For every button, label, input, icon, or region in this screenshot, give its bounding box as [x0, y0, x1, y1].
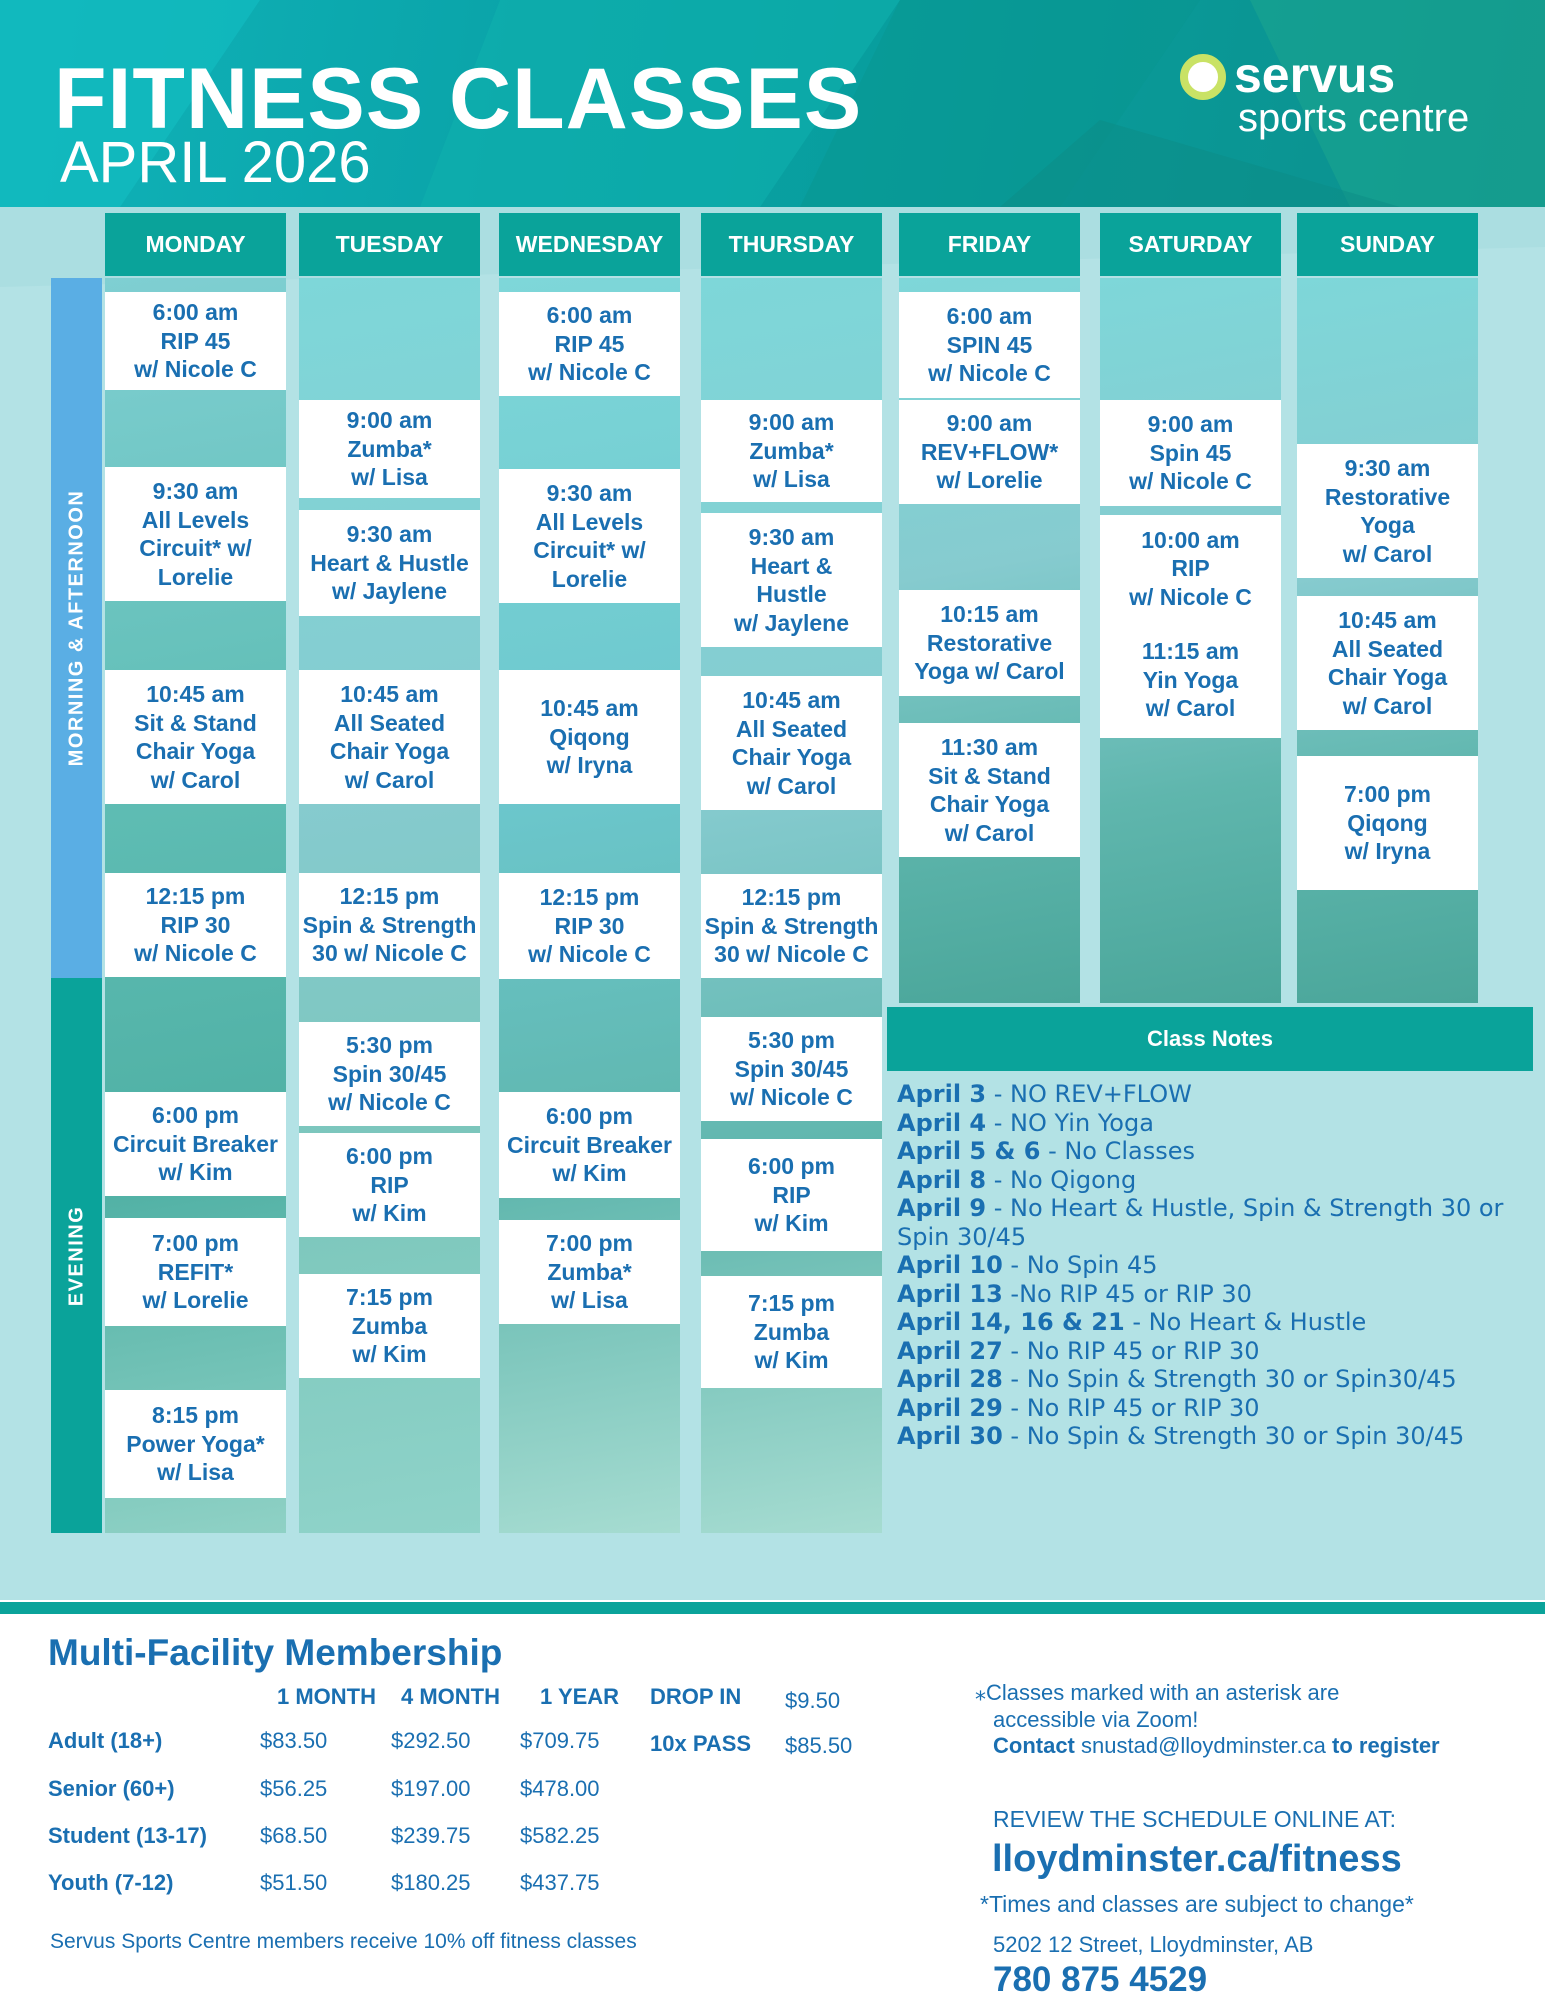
day-header-wednesday: WEDNESDAY [499, 213, 680, 276]
class-detail: Yoga [1360, 512, 1415, 538]
class-time: 9:30 am [748, 524, 835, 550]
col-head-1-year: 1 YEAR [540, 1684, 620, 1709]
class-notes-header: Class Notes [887, 1007, 1533, 1071]
class-time: 6:00 pm [346, 1143, 433, 1170]
class-detail: RIP [370, 1171, 409, 1198]
class-detail: Spin 45 [1149, 439, 1232, 466]
pass-label: 10x PASS [650, 1731, 752, 1756]
class-detail: All Seated [1331, 635, 1444, 662]
class-note [897, 1194, 1527, 1251]
class-detail: Qiqong [1347, 809, 1428, 836]
class-detail: w/ Kim [552, 1160, 627, 1187]
class-note [897, 1422, 1527, 1451]
class-detail: Chair Yoga [1327, 664, 1448, 690]
class-time: 5:30 pm [346, 1032, 433, 1059]
class-detail: w/ Lisa [157, 1459, 234, 1486]
class-detail: Lorelie [551, 565, 628, 592]
class-detail: SPIN 45 [946, 331, 1033, 358]
class-note [897, 1109, 1527, 1138]
class-note [897, 1137, 1527, 1166]
membership-title: Multi-Facility Membership [48, 1632, 503, 1673]
class-time: 7:00 pm [152, 1230, 239, 1257]
asterisk-icon: ⁎ [975, 1680, 986, 1705]
class-detail: Circuit* w/ [533, 537, 646, 563]
class-time: 9:30 am [152, 478, 239, 504]
class-note [897, 1166, 1527, 1195]
class-detail: w/ Kim [754, 1347, 829, 1374]
class-detail: RIP 30 [160, 911, 231, 938]
class-card [299, 873, 480, 977]
class-detail: Chair Yoga [329, 738, 450, 764]
membership-row-label: Youth (7-12) [48, 1870, 174, 1895]
class-card [701, 400, 882, 502]
class-detail: Spin 30/45 [332, 1060, 447, 1087]
class-detail: w/ Nicole C [928, 360, 1051, 387]
class-detail: Zumba [351, 1312, 428, 1339]
class-detail: Zumba* [547, 1258, 632, 1285]
asterisk-note-line2: accessible via Zoom! [993, 1707, 1199, 1732]
class-detail: Sit & Stand [134, 709, 257, 736]
class-time: 9:30 am [346, 521, 433, 548]
class-card [1297, 596, 1478, 730]
class-detail: w/ Jaylene [331, 578, 448, 605]
class-detail: Qiqong [549, 723, 630, 750]
class-detail: Spin 30/45 [734, 1055, 849, 1082]
class-time: 12:15 pm [145, 883, 246, 910]
class-detail: Zumba* [749, 437, 834, 464]
class-detail: w/ Kim [158, 1159, 233, 1186]
class-detail: w/ Nicole C [528, 941, 651, 968]
class-note-date: April 9 [897, 1194, 987, 1222]
class-detail: Lorelie [157, 563, 234, 590]
membership-price: $292.50 [391, 1728, 471, 1753]
class-note-text: - No RIP 45 or RIP 30 [1002, 1336, 1260, 1365]
class-card [899, 590, 1080, 696]
day-header-sunday: SUNDAY [1297, 213, 1478, 276]
class-detail: w/ Nicole C [1129, 468, 1252, 495]
class-detail: All Seated [333, 709, 446, 736]
class-detail: Zumba [753, 1318, 830, 1345]
membership-price: $56.25 [260, 1776, 328, 1801]
page-title: FITNESS CLASSES [54, 51, 863, 147]
class-detail: w/ Nicole C [1129, 583, 1252, 610]
pass-price: $85.50 [785, 1733, 853, 1758]
class-time: 11:30 am [940, 734, 1039, 760]
class-detail: w/ Lorelie [142, 1287, 249, 1314]
class-detail: w/ Carol [150, 766, 241, 793]
class-detail: Zumba* [347, 435, 432, 462]
class-detail: w/ Lisa [551, 1287, 628, 1314]
class-card [701, 513, 882, 647]
class-detail: w/ Lorelie [936, 467, 1043, 494]
membership-price: $83.50 [260, 1728, 328, 1753]
membership-row-label: Student (13-17) [48, 1823, 207, 1848]
class-detail: Hustle [756, 581, 827, 607]
disclaimer: *Times and classes are subject to change* [980, 1891, 1414, 1917]
logo-ring-icon [1180, 54, 1226, 100]
class-note [897, 1308, 1527, 1337]
class-time: 10:15 am [940, 601, 1039, 628]
section-divider [0, 1602, 1545, 1614]
class-time: 10:45 am [340, 681, 439, 707]
class-note-text: - NO Yin Yoga [986, 1108, 1154, 1137]
class-card [299, 1022, 480, 1126]
contact-suffix: to register [1332, 1733, 1440, 1758]
class-time: 9:30 am [1344, 455, 1431, 481]
class-note-date: April 5 & 6 [897, 1137, 1041, 1165]
class-detail: Circuit Breaker [113, 1130, 278, 1157]
class-note-date: April 4 [897, 1108, 987, 1137]
class-card [105, 1390, 286, 1498]
contact-line [993, 1733, 1440, 1759]
class-time: 10:45 am [146, 681, 245, 707]
class-detail: w/ Lisa [753, 466, 830, 493]
member-discount-note: Servus Sports Centre members receive 10% off fitness classes [50, 1930, 637, 1953]
class-detail: REFIT* [157, 1258, 234, 1285]
class-detail: Heart & Hustle [310, 549, 469, 576]
membership-price: $197.00 [391, 1776, 471, 1801]
logo-tagline: sports centre [1238, 96, 1470, 140]
class-time: 10:45 am [540, 695, 639, 722]
class-card [499, 670, 680, 804]
class-detail: w/ Nicole C [328, 1089, 451, 1116]
drop-in-label: DROP IN [650, 1684, 742, 1709]
class-note-date: April 13 [897, 1279, 1003, 1308]
class-detail: Spin & Strength [302, 911, 477, 938]
class-time: 8:15 pm [152, 1402, 239, 1429]
class-detail: w/ Nicole C [528, 359, 651, 386]
class-card [499, 469, 680, 603]
class-detail: REV+FLOW* [920, 438, 1059, 465]
morning-section-label: MORNING & AFTERNOON [65, 489, 87, 767]
class-card [105, 670, 286, 804]
class-time: 7:15 pm [346, 1284, 433, 1311]
class-detail: w/ Lisa [351, 464, 428, 491]
class-card [499, 292, 680, 396]
class-note [897, 1251, 1527, 1280]
class-detail: All Levels [535, 508, 644, 535]
class-time: 9:00 am [346, 407, 433, 434]
phone-number[interactable]: 780 875 4529 [993, 1960, 1208, 1999]
class-time: 9:00 am [1147, 411, 1234, 438]
class-note-text: - No Spin & Strength 30 or Spin 30/45 [1002, 1422, 1465, 1450]
class-time: 5:30 pm [748, 1027, 835, 1054]
class-card [701, 676, 882, 810]
class-detail: RIP 30 [554, 912, 625, 939]
class-detail: Chair Yoga [929, 791, 1050, 817]
morning-section-bar [51, 278, 102, 978]
address: 5202 12 Street, Lloydminster, AB [993, 1932, 1314, 1957]
class-time: 12:15 pm [339, 883, 440, 910]
membership-price: $51.50 [260, 1870, 328, 1895]
class-card [105, 873, 286, 977]
day-header-friday: FRIDAY [899, 213, 1080, 276]
class-card [899, 723, 1080, 857]
class-card [499, 873, 680, 979]
class-card [299, 1133, 480, 1237]
class-card [1100, 622, 1281, 738]
class-card [105, 292, 286, 390]
class-detail: RIP [1171, 555, 1210, 582]
class-note [897, 1280, 1527, 1309]
class-note-date: April 30 [897, 1422, 1003, 1450]
evening-section-bar [51, 978, 102, 1533]
class-note [897, 1394, 1527, 1423]
class-note-text: - No Heart & Hustle, Spin & Strength 30 or Spin 30/45 [897, 1194, 1504, 1251]
class-detail: RIP 45 [160, 327, 231, 354]
class-detail: Yin Yoga [1142, 666, 1239, 693]
class-card [499, 1220, 680, 1324]
class-card [105, 1092, 286, 1196]
class-time: 10:45 am [742, 687, 841, 713]
class-detail: Restorative [926, 629, 1053, 656]
class-card [1100, 400, 1281, 506]
class-detail: Circuit* w/ [139, 535, 252, 561]
class-time: 12:15 pm [539, 884, 640, 911]
evening-section-label: EVENING [65, 1205, 87, 1306]
class-detail: Heart & [750, 552, 833, 579]
class-note-date: April 29 [897, 1393, 1003, 1422]
class-detail: w/ Kim [352, 1341, 427, 1368]
class-time: 11:15 am [1141, 638, 1240, 665]
class-detail: 30 w/ Nicole C [714, 941, 869, 968]
class-detail: w/ Iryna [1344, 838, 1431, 865]
class-note-date: April 28 [897, 1365, 1003, 1393]
class-detail: Spin & Strength [704, 912, 879, 939]
class-note-date: April 27 [897, 1336, 1003, 1365]
class-card [701, 1139, 882, 1251]
membership-row-label: Senior (60+) [48, 1776, 175, 1801]
class-card [499, 1092, 680, 1198]
header-banner [0, 0, 1545, 207]
class-detail: RIP [772, 1181, 811, 1208]
class-note-text: - NO REV+FLOW [986, 1080, 1192, 1108]
class-note [897, 1337, 1527, 1366]
day-header-thursday: THURSDAY [701, 213, 882, 276]
class-detail: All Seated [735, 715, 848, 742]
class-detail: Sit & Stand [928, 762, 1051, 789]
class-detail: Chair Yoga [731, 744, 852, 770]
class-card [1297, 756, 1478, 890]
drop-in-price: $9.50 [785, 1688, 841, 1713]
membership-price: $180.25 [391, 1870, 471, 1895]
class-detail: w/ Kim [352, 1200, 427, 1227]
class-time: 10:45 am [1338, 607, 1437, 633]
class-detail: w/ Jaylene [733, 609, 850, 636]
day-header-saturday: SATURDAY [1100, 213, 1281, 276]
class-detail: w/ Iryna [546, 752, 633, 779]
class-note-date: April 8 [897, 1165, 987, 1194]
class-time: 6:00 am [546, 302, 633, 329]
class-time: 9:00 am [748, 409, 835, 436]
class-note-text: - No Heart & Hustle [1124, 1308, 1367, 1336]
class-detail: w/ Carol [1145, 695, 1236, 722]
asterisk-note-line1: Classes marked with an asterisk are [986, 1680, 1340, 1705]
class-card [701, 874, 882, 978]
membership-price: $582.25 [520, 1823, 600, 1848]
class-time: 10:00 am [1141, 526, 1240, 553]
class-note-date: April 3 [897, 1080, 987, 1108]
col-head-1-month: 1 MONTH [277, 1684, 376, 1709]
class-note-text: - No RIP 45 or RIP 30 [1002, 1393, 1260, 1422]
class-card [701, 1017, 882, 1121]
day-header-tuesday: TUESDAY [299, 213, 480, 276]
class-notes-list [897, 1080, 1527, 1451]
class-detail: Chair Yoga [135, 738, 256, 764]
class-detail: w/ Nicole C [730, 1084, 853, 1111]
class-card [1297, 444, 1478, 578]
class-note-date: April 14, 16 & 21 [897, 1308, 1125, 1336]
class-card [899, 400, 1080, 504]
logo-name: servus [1234, 47, 1396, 103]
class-time: 9:30 am [546, 480, 633, 506]
class-time: 6:00 pm [546, 1103, 633, 1130]
class-detail: w/ Carol [746, 772, 837, 799]
class-note-text: -No RIP 45 or RIP 30 [1002, 1279, 1252, 1308]
class-detail: RIP 45 [554, 330, 625, 357]
class-detail: Circuit Breaker [507, 1131, 672, 1158]
contact-email-link[interactable]: snustad@lloydminster.ca [1081, 1733, 1326, 1758]
class-card [105, 1218, 286, 1326]
class-note-text: - No Qigong [986, 1165, 1137, 1194]
class-time: 7:00 pm [1344, 781, 1431, 808]
review-label: REVIEW THE SCHEDULE ONLINE AT: [993, 1806, 1397, 1832]
class-time: 6:00 am [946, 303, 1033, 330]
membership-price: $437.75 [520, 1870, 600, 1895]
class-time: 6:00 pm [152, 1102, 239, 1129]
class-card [299, 400, 480, 498]
schedule-url-link[interactable]: lloydminster.ca/fitness [992, 1838, 1402, 1880]
class-time: 7:15 pm [748, 1290, 835, 1317]
class-card [899, 292, 1080, 398]
class-detail: Power Yoga* [126, 1430, 265, 1457]
membership-price: $68.50 [260, 1823, 328, 1848]
class-card [299, 670, 480, 804]
class-detail: w/ Kim [754, 1210, 829, 1237]
class-detail: w/ Carol [344, 766, 435, 793]
class-detail: w/ Carol [944, 819, 1035, 846]
asterisk-note [975, 1680, 1339, 1706]
membership-price: $478.00 [520, 1776, 600, 1801]
class-card [105, 467, 286, 601]
page-subtitle: APRIL 2026 [60, 130, 371, 195]
class-note-date: April 10 [897, 1251, 1003, 1279]
class-detail: w/ Nicole C [134, 356, 257, 383]
class-detail: Yoga w/ Carol [914, 658, 1065, 685]
class-card [299, 1274, 480, 1378]
class-note-text: - No Classes [1040, 1137, 1196, 1165]
class-note-text: - No Spin & Strength 30 or Spin30/45 [1002, 1365, 1457, 1393]
membership-row-label: Adult (18+) [48, 1728, 163, 1753]
col-head-4-month: 4 MONTH [401, 1684, 500, 1709]
class-time: 7:00 pm [546, 1230, 633, 1257]
day-header-monday: MONDAY [105, 213, 286, 276]
contact-label: Contact [993, 1733, 1075, 1758]
membership-price: $239.75 [391, 1823, 471, 1848]
class-detail: 30 w/ Nicole C [312, 940, 467, 967]
membership-price: $709.75 [520, 1728, 600, 1753]
class-time: 6:00 am [152, 299, 239, 326]
class-detail: All Levels [141, 506, 250, 533]
class-time: 9:00 am [946, 410, 1033, 437]
class-note [897, 1365, 1527, 1394]
class-card [701, 1276, 882, 1388]
class-detail: Restorative [1324, 483, 1451, 510]
class-note-text: - No Spin 45 [1002, 1251, 1158, 1279]
class-time: 12:15 pm [741, 884, 842, 911]
class-detail: w/ Carol [1342, 692, 1433, 719]
class-note [897, 1080, 1527, 1109]
class-detail: w/ Carol [1342, 540, 1433, 567]
class-card [299, 510, 480, 616]
class-time: 6:00 pm [748, 1153, 835, 1180]
class-card [1100, 515, 1281, 622]
class-detail: w/ Nicole C [134, 940, 257, 967]
